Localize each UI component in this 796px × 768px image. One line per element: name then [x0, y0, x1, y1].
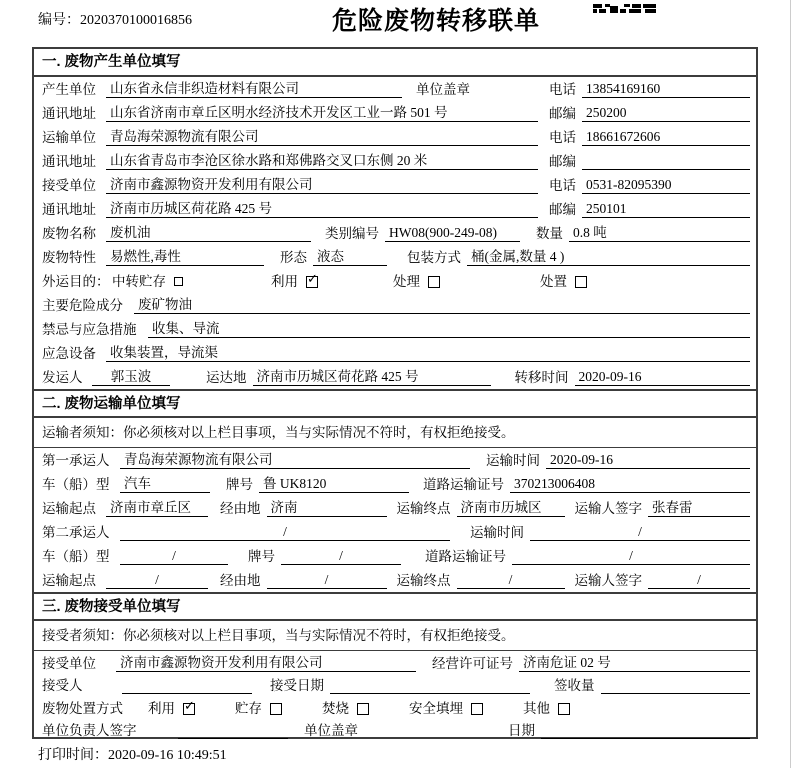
plate1-label: 牌号	[226, 477, 253, 492]
quantity-label: 数量	[536, 226, 563, 241]
disposal-utilize-checkbox: ✓	[184, 698, 195, 714]
transporter-zip-label: 邮编	[549, 154, 576, 169]
print-time-value: 2020-09-16 10:49:51	[108, 748, 227, 763]
transporter-addr-value: 山东省青岛市李沧区徐水路和郑佛路交叉口东侧 20 米	[106, 153, 538, 170]
transporter-notice: 运输者须知：你必须核对以上栏目事项，当与实际情况不符时，有权拒绝接受。	[34, 418, 756, 448]
vehicle1-label: 车（船）型	[42, 477, 110, 492]
end2-label: 运输终点	[396, 573, 451, 588]
receive-qty-value	[601, 678, 751, 694]
via2-label: 经由地	[220, 573, 261, 588]
receiver-phone-group	[549, 177, 750, 194]
row-route1	[34, 496, 756, 520]
row-hazard-component	[34, 293, 756, 317]
chief-sign-value	[178, 723, 288, 739]
permit2-value: /	[512, 548, 750, 565]
transfer-time-value: 2020-09-16	[575, 369, 751, 386]
producer-zip-value: 250200	[582, 105, 750, 122]
origin2-label: 运输起点	[42, 573, 96, 588]
purpose-option-treat	[393, 274, 440, 290]
row-accepting-unit	[34, 651, 756, 674]
waste-name-value: 废机油	[106, 225, 311, 242]
row-recipient	[34, 674, 756, 697]
equipment-label: 应急设备	[42, 346, 96, 361]
recipient-label: 接受人	[42, 678, 83, 693]
receiver-zip-group	[549, 201, 750, 218]
manifest-table	[32, 47, 758, 739]
row-emergency-equipment	[34, 341, 756, 365]
page-title: 危险废物转移联单	[332, 7, 541, 35]
disposal-incinerate-checkbox	[357, 703, 369, 715]
transporter-addr-label: 通讯地址	[42, 154, 96, 169]
form-value: 液态	[313, 249, 387, 266]
section1-heading: 一. 废物产生单位填写	[34, 49, 756, 77]
form-label: 形态	[280, 250, 307, 265]
disposal-landfill-label: 安全填埋	[409, 700, 463, 716]
purpose-dispose-label: 处置	[540, 274, 567, 289]
producer-addr-label: 通讯地址	[42, 106, 96, 121]
purpose-treat-label: 处理	[393, 274, 420, 289]
row-waste-character	[34, 245, 756, 269]
license-value: 济南危证 02 号	[519, 655, 750, 672]
row-first-carrier	[34, 448, 756, 472]
row-producer	[34, 77, 756, 101]
origin2-value: /	[106, 572, 208, 589]
disposal-incinerate-label: 焚烧	[322, 700, 349, 716]
purpose-utilize-label: 利用	[271, 274, 298, 289]
row-waste-name	[34, 221, 756, 245]
print-time	[38, 744, 227, 764]
transporter-label: 运输单位	[42, 130, 96, 145]
print-time-label: 打印时间：	[38, 748, 108, 763]
purpose-storage-checkbox	[174, 277, 183, 286]
vehicle1-value: 汽车	[120, 476, 210, 493]
row-receiver	[34, 173, 756, 197]
chief-sign-label: 单位负责人签字	[42, 723, 137, 738]
disposal-option-other	[523, 701, 570, 717]
receiver-tel-label: 电话	[549, 178, 576, 193]
disposal-store-checkbox	[270, 703, 282, 715]
producer-addr-value: 山东省济南市章丘区明水经济技术开发区工业一路 501 号	[106, 105, 538, 122]
vehicle2-label: 车（船）型	[42, 549, 110, 564]
packing-label: 包装方式	[407, 250, 461, 265]
purpose-option-storage	[112, 274, 183, 290]
row-transfer-purpose	[34, 269, 756, 293]
section2-heading: 二. 废物运输单位填写	[34, 389, 756, 418]
transporter-tel-value: 18661672606	[582, 129, 750, 146]
permit1-value: 370213006408	[510, 476, 750, 493]
row-shipper	[34, 365, 756, 389]
carrier1-value: 青岛海荣源物流有限公司	[120, 452, 470, 469]
carrier1-label: 第一承运人	[42, 453, 110, 468]
via2-value: /	[267, 572, 387, 589]
row-receiver-address	[34, 197, 756, 221]
vehicle2-value: /	[120, 548, 228, 565]
category-value: HW08(900-249-08)	[385, 225, 520, 242]
unit-stamp2-label: 单位盖章	[304, 723, 358, 738]
packing-value: 桶(金属,数量 4 )	[467, 249, 750, 266]
disposal-option-store	[235, 701, 282, 717]
plate2-value: /	[281, 548, 401, 565]
row-chief-signature	[34, 719, 756, 742]
end2-value: /	[457, 572, 565, 589]
category-label: 类别编号	[325, 226, 379, 241]
row-taboo-measures	[34, 317, 756, 341]
producer-zip-group	[549, 105, 750, 122]
disposal-other-label: 其他	[523, 700, 550, 716]
accepting-unit-value: 济南市鑫源物资开发利用有限公司	[116, 655, 416, 672]
row-disposal-method	[34, 696, 756, 719]
transporter-tel-label: 电话	[549, 130, 576, 145]
disposal-option-incinerate	[322, 701, 369, 717]
receiver-zip-label: 邮编	[549, 202, 576, 217]
character-value: 易燃性,毒性	[106, 249, 264, 266]
receiver-notice: 接受者须知：你必须核对以上栏目事项，当与实际情况不符时，有权拒绝接受。	[34, 621, 756, 651]
row-route2	[34, 568, 756, 592]
row-vehicle1	[34, 472, 756, 496]
unit-stamp-label: 单位盖章	[416, 82, 470, 97]
receive-date-label: 接受日期	[270, 678, 324, 693]
character-label: 废物特性	[42, 250, 96, 265]
transporter-zip-value	[582, 154, 750, 170]
shipper-value: 郭玉波	[92, 369, 170, 386]
row-producer-address	[34, 101, 756, 125]
receiver-zip-value: 250101	[582, 201, 750, 218]
producer-tel-value: 13854169160	[582, 81, 750, 98]
origin1-value: 济南市章丘区	[106, 500, 208, 517]
producer-tel-label: 电话	[549, 82, 576, 97]
transport-time1-label: 运输时间	[486, 453, 540, 468]
origin1-label: 运输起点	[42, 501, 96, 516]
producer-value: 山东省永信非织造材料有限公司	[106, 81, 402, 98]
producer-zip-label: 邮编	[549, 106, 576, 121]
sign1-value: 张春雷	[648, 500, 750, 517]
transport-time2-label: 运输时间	[470, 525, 524, 540]
taboo-value: 收集、导流	[148, 321, 750, 338]
purpose-storage-label: 中转贮存	[112, 274, 166, 289]
receiver-addr-label: 通讯地址	[42, 202, 96, 217]
producer-label: 产生单位	[42, 82, 96, 97]
disposal-other-checkbox	[558, 703, 570, 715]
purpose-treat-checkbox	[428, 276, 440, 288]
row-transporter-address	[34, 149, 756, 173]
receive-date-value	[330, 678, 530, 694]
equipment-value: 收集装置，导流渠	[106, 345, 750, 362]
via1-value: 济南	[267, 500, 387, 517]
purpose-utilize-checkbox: ✓	[307, 272, 318, 287]
recipient-value	[122, 678, 252, 694]
page-edge-line	[790, 0, 791, 768]
via1-label: 经由地	[220, 501, 261, 516]
transfer-time-label: 转移时间	[514, 370, 569, 385]
date-label: 日期	[508, 723, 535, 738]
end1-label: 运输终点	[396, 501, 451, 516]
receiver-label: 接受单位	[42, 178, 96, 193]
sign2-value: /	[648, 572, 750, 589]
permit2-label: 道路运输证号	[425, 549, 506, 564]
document-number-label: 编号：	[38, 13, 80, 28]
transporter-phone-group	[549, 129, 750, 146]
hazard-value: 废矿物油	[134, 297, 750, 314]
sign1-label: 运输人签字	[574, 501, 642, 516]
disposal-landfill-checkbox	[471, 703, 483, 715]
receive-qty-label: 签收量	[554, 678, 595, 693]
transporter-value: 青岛海荣源物流有限公司	[106, 129, 538, 146]
receiver-addr-value: 济南市历城区荷花路 425 号	[106, 201, 538, 218]
destination-label: 运达地	[206, 370, 247, 385]
transporter-zip-group	[549, 154, 750, 170]
disposal-store-label: 贮存	[235, 700, 262, 716]
purpose-option-dispose	[540, 274, 587, 290]
purpose-label: 外运目的：	[42, 274, 110, 289]
document-number-value: 2020370100016856	[80, 13, 192, 28]
section3-heading: 三. 废物接受单位填写	[34, 592, 756, 621]
receiver-value: 济南市鑫源物资开发利用有限公司	[106, 177, 538, 194]
carrier2-value: /	[120, 524, 450, 541]
sign2-label: 运输人签字	[574, 573, 642, 588]
license-label: 经营许可证号	[432, 655, 513, 671]
disposal-option-landfill	[409, 701, 483, 717]
quantity-value: 0.8 吨	[569, 225, 750, 242]
purpose-option-utilize	[271, 274, 318, 290]
taboo-label: 禁忌与应急措施	[42, 322, 137, 337]
purpose-dispose-checkbox	[575, 276, 587, 288]
receiver-tel-value: 0531-82095390	[582, 177, 750, 194]
permit1-label: 道路运输证号	[423, 477, 504, 492]
disposal-utilize-label: 利用	[148, 700, 175, 716]
row-vehicle2	[34, 544, 756, 568]
row-transporter	[34, 125, 756, 149]
row-second-carrier	[34, 520, 756, 544]
plate2-label: 牌号	[248, 549, 275, 564]
waste-name-label: 废物名称	[42, 226, 96, 241]
end1-value: 济南市历城区	[457, 500, 565, 517]
shipper-label: 发运人	[42, 370, 83, 385]
document-number	[38, 9, 192, 29]
transport-time2-value: /	[530, 524, 750, 541]
transport-time1-value: 2020-09-16	[546, 452, 750, 469]
disposal-label: 废物处置方式	[42, 700, 123, 716]
plate1-value: 鲁 UK8120	[259, 476, 409, 493]
carrier2-label: 第二承运人	[42, 525, 110, 540]
hazard-label: 主要危险成分	[42, 298, 123, 313]
producer-phone-group	[549, 81, 750, 98]
destination-value: 济南市历城区荷花路 425 号	[253, 369, 491, 386]
accepting-unit-label: 接受单位	[42, 655, 96, 671]
date-value	[541, 723, 750, 739]
disposal-option-utilize	[148, 698, 195, 717]
qr-code-fragment	[593, 0, 656, 18]
